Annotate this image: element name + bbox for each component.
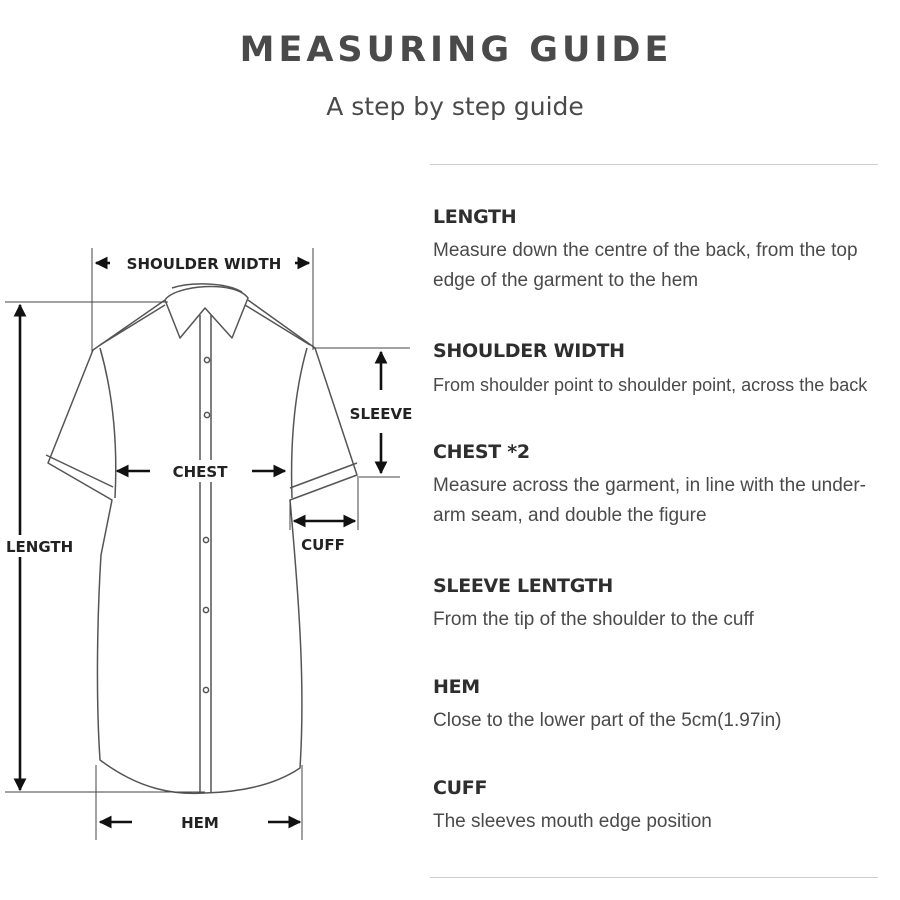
- length-label: LENGTH: [6, 538, 74, 556]
- shirt-button: [203, 687, 208, 692]
- left-cuff-band: [46, 455, 113, 487]
- guide-item-hem: [433, 676, 893, 736]
- guide-item-length: [433, 206, 893, 296]
- page-title: MEASURING GUIDE: [239, 30, 673, 70]
- guide-description: From the tip of the shoulder to the cuff: [433, 609, 754, 630]
- shirt-measurement-diagram: [0, 0, 430, 900]
- guide-description: Measure across the garment, in line with the under-arm seam, and double the figure: [433, 475, 866, 526]
- left-armhole-seam: [100, 348, 116, 498]
- cuff-label: CUFF: [301, 536, 345, 554]
- guide-description: From shoulder point to shoulder point, across the back: [433, 375, 868, 395]
- right-armhole-seam: [292, 348, 307, 498]
- collar: [165, 286, 248, 338]
- chest-label: CHEST: [172, 463, 228, 481]
- sleeve-label: SLEEVE: [349, 405, 413, 423]
- shirt-button: [203, 607, 208, 612]
- guide-description: The sleeves mouth edge position: [433, 811, 712, 832]
- bottom-divider: [430, 877, 878, 878]
- guide-item-sleeve-length: [433, 575, 893, 635]
- guide-heading: HEM: [433, 676, 480, 698]
- page-subtitle: A step by step guide: [326, 92, 584, 121]
- shirt-button: [204, 357, 209, 362]
- shirt-button: [204, 412, 209, 417]
- hem-label: HEM: [181, 814, 219, 832]
- shirt-button: [203, 537, 208, 542]
- right-shoulder-seam: [245, 305, 310, 345]
- guide-description: Close to the lower part of the 5cm(1.97in): [433, 710, 782, 731]
- guide-item-shoulder-width: [433, 340, 893, 400]
- guide-heading: CUFF: [433, 777, 488, 799]
- guide-heading: SLEEVE LENTGTH: [433, 575, 613, 597]
- guide-description: Measure down the centre of the back, from the top edge of the garment to the hem: [433, 240, 858, 291]
- top-divider: [430, 164, 878, 165]
- shoulder-width-label: SHOULDER WIDTH: [126, 255, 282, 273]
- guide-item-cuff: [433, 777, 893, 837]
- right-cuff-band: [290, 463, 357, 488]
- guide-heading: SHOULDER WIDTH: [433, 340, 625, 362]
- guide-item-chest: [433, 441, 893, 531]
- guide-heading: CHEST *2: [433, 441, 530, 463]
- left-shoulder-seam: [100, 305, 165, 345]
- guide-heading: LENGTH: [433, 206, 517, 228]
